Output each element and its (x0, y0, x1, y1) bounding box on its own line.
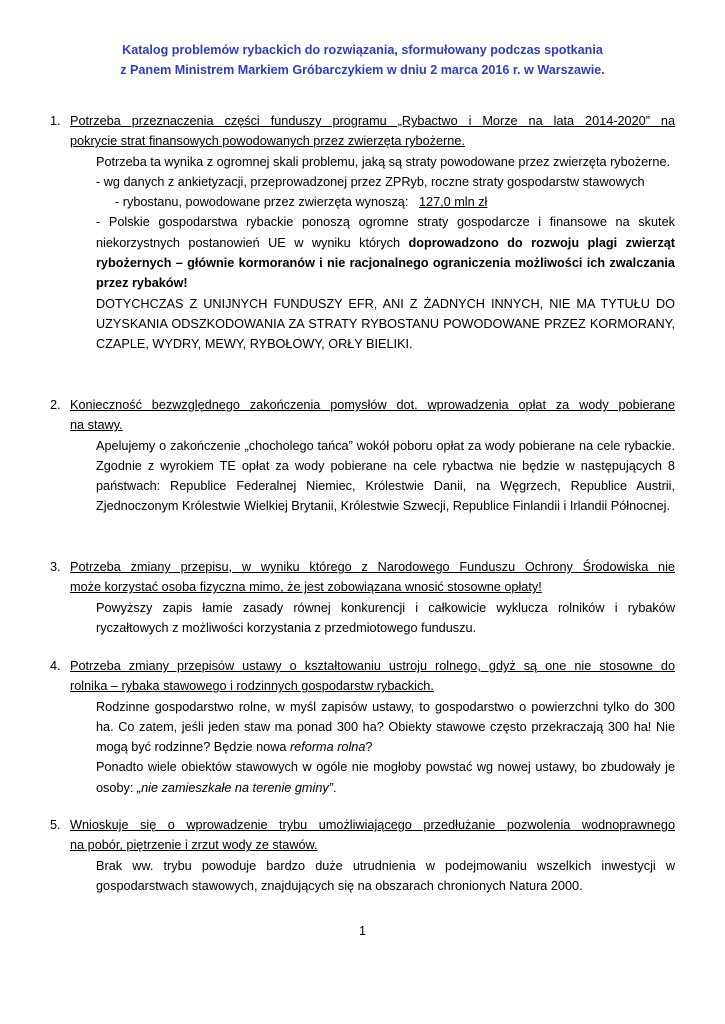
title-line-1: Katalog problemów rybackich do rozwiązania, sformułowany podczas spotkania (122, 43, 603, 57)
item-paragraph (96, 757, 675, 798)
item-heading-line-1: Potrzeba przeznaczenia części funduszy programu „Rybactwo i Morze na lata 2014-2020” na (70, 114, 675, 128)
item-heading-line-1: Potrzeba zmiany przepisu, w wyniku którego z Narodowego Funduszu Ochrony Środowiska nie (70, 560, 675, 574)
item-heading-line-1: Wnioskuje się o wprowadzenie trybu umożliwiającego przedłużanie pozwolenia wodnoprawnego (70, 818, 675, 832)
list-item-3 (50, 557, 675, 638)
list-item-1 (50, 111, 675, 355)
page-number: 1 (359, 924, 366, 938)
paragraph-text: ? (365, 740, 373, 755)
list-item-5 (50, 815, 675, 896)
list-item-2 (50, 395, 675, 517)
document-title (40, 40, 685, 80)
item-number: 2. (50, 398, 61, 412)
item-paragraph: Apelujemy o zakończenie „chocholego tańca” wokół poboru opłat za wody pobierane na cele rybackie. Zgodnie z wyrokiem TE opłat za wody pobierane na cele rybactwa nie będzie w następujących 8 państwach: Republice Federalnej Niemiec, Królestwie Danii, na Węgrzech, Republice Austrii, Zjednoczonym Królestwie Wielkiej Brytanii, Królestwie Szwecji, Republice Finlandii i Irlandii Północnej. (96, 438, 675, 514)
loss-value: 127,0 mln zł (418, 195, 488, 210)
item-paragraph (96, 212, 675, 293)
item-heading-line-2: może korzystać osoba fizyczna mimo, że jest zobowiązana wnosić stosowne opłaty! (70, 580, 542, 595)
paragraph-text: Ponadto wiele obiektów stawowych w ogóle nie mogłoby powstać wg nowej ustawy, bo zbudowały je osoby: (96, 760, 675, 795)
item-heading-line-2: rolnika – rybaka stawowego i rodzinnych gospodarstw rybackich. (70, 679, 434, 694)
item-number: 5. (50, 818, 61, 832)
item-paragraph: - wg danych z ankietyzacji, przeprowadzonej przez ZPRyb, roczne straty gospodarstw stawowych (96, 174, 645, 189)
item-paragraph-caps: DOTYCHCZAS Z UNIJNYCH FUNDUSZY EFR, ANI Z ŻADNYCH INNYCH, NIE MA TYTUŁU DO UZYSKANIA ODSZKODOWANIA ZA STRATY RYBOSTANU POWODOWANE PRZEZ KORMORANY, CZAPLE, WYDRY, MEWY, RYBOŁOWY, ORŁY BIELIKI. (96, 296, 675, 352)
paragraph-italic-text: „nie zamieszkałe na terenie gminy” (136, 780, 333, 795)
paragraph-text: - Polskie gospodarstwa rybackie ponoszą ogromne straty gospodarcze i finansowe na skutek niekorzystnych postanowień UE w wyniku których (96, 215, 675, 250)
item-paragraph: Powyższy zapis łamie zasady równej konkurencji i całkowicie wyklucza rolników i rybaków ryczałtowych z możliwości korzystania z przedmiotowego funduszu. (96, 600, 675, 635)
paragraph-text: Rodzinne gospodarstwo rolne, w myśl zapisów ustawy, to gospodarstwo o powierzchni tylko do 300 ha. Co zatem, jeśli jeden staw ma ponad 300 ha? Obiekty stawowe często przekraczają 300 ha! Nie mogą być rodzinne? Będzie nowa (96, 699, 675, 755)
item-heading-line-2: na pobór, piętrzenie i zrzut wody ze stawów. (70, 838, 318, 853)
item-paragraph (115, 192, 675, 212)
item-heading-line-2: pokrycie strat finansowych powodowanych przez zwierzęta rybożerne. (70, 134, 465, 149)
title-line-2: z Panem Ministrem Markiem Gróbarczykiem w dniu 2 marca 2016 r. w Warszawie. (120, 63, 605, 77)
item-number: 4. (50, 659, 61, 673)
item-heading-line-2: na stawy. (70, 418, 123, 433)
item-paragraph: Potrzeba ta wynika z ogromnej skali problemu, jaką są straty powodowane przez zwierzęta rybożerne. (96, 154, 671, 169)
item-paragraph (96, 697, 675, 758)
item-number: 1. (50, 114, 61, 128)
item-heading-line-1: Konieczność bezwzględnego zakończenia pomysłów dot. wprowadzenia opłat za wody pobierane (70, 398, 675, 412)
item-paragraph: Brak ww. trybu powoduje bardzo duże utrudnienia w podejmowaniu wszelkich inwestycji w gospodarstwach stawowych, znajdujących się na obszarach chronionych Natura 2000. (96, 858, 675, 893)
list-item-4 (50, 656, 675, 798)
loss-label: - rybostanu, powodowane przez zwierzęta wynoszą: (115, 195, 419, 210)
paragraph-bold-text: doprowadzono do rozwoju plagi zwierząt rybożernych – głównie kormoranów i nie racjonalnego ograniczenia możliwości ich zwalczania przez rybaków! (96, 235, 675, 291)
paragraph-text: . (332, 780, 337, 795)
paragraph-italic-text: reforma rolna (289, 740, 366, 755)
item-number: 3. (50, 560, 61, 574)
item-heading-line-1: Potrzeba zmiany przepisów ustawy o kształtowaniu ustroju rolnego, gdyż są one nie stosowne do (70, 659, 675, 673)
